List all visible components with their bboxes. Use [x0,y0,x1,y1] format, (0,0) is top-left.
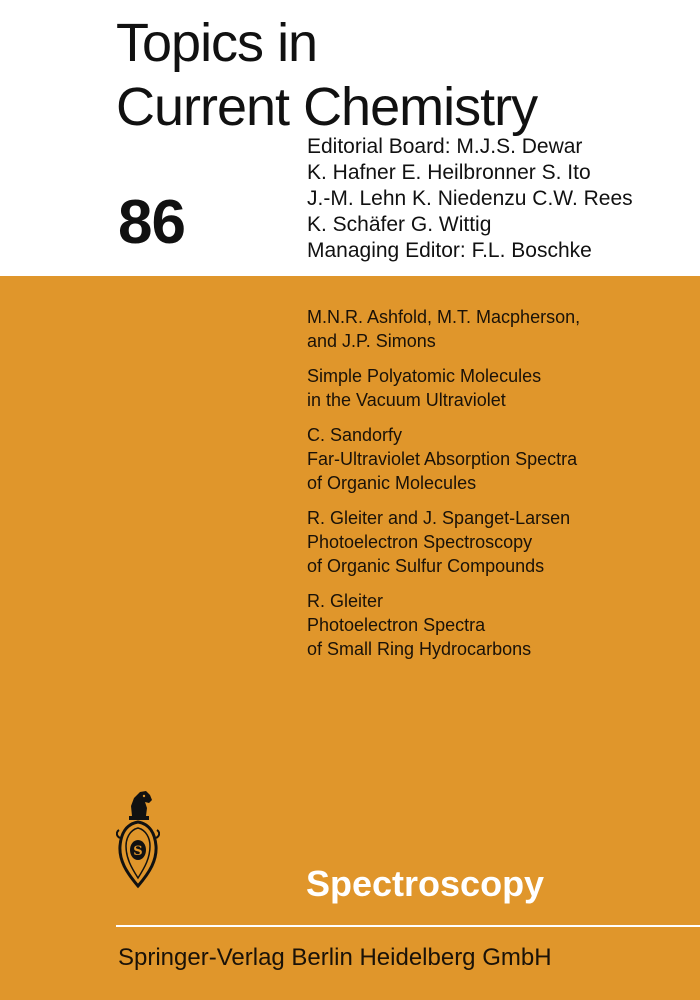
editorial-line: Managing Editor: F.L. Boschke [307,239,592,262]
table-of-contents [307,305,580,672]
editorial-board [307,134,633,264]
contents-line: R. Gleiter [307,591,384,611]
contents-entry [307,305,580,353]
volume-number: 86 [118,188,185,257]
series-title-line-1: Topics in [116,13,318,73]
contents-entry [307,589,580,661]
editorial-line: Editorial Board: M.J.S. Dewar [307,135,583,158]
contents-line: Simple Polyatomic Molecules [307,366,542,386]
contents-line: M.N.R. Ashfold, M.T. Macpherson, [307,307,581,327]
contents-line: in the Vacuum Ultraviolet [307,390,506,410]
contents-entry [307,506,580,578]
publisher-name: Springer-Verlag Berlin Heidelberg GmbH [118,944,552,971]
contents-line: of Small Ring Hydrocarbons [307,639,532,659]
editorial-line: K. Schäfer G. Wittig [307,213,492,236]
springer-knight-icon [116,788,160,892]
editorial-line: K. Hafner E. Heilbronner S. Ito [307,161,591,184]
contents-entry [307,423,580,495]
contents-line: and J.P. Simons [307,331,436,351]
contents-line: of Organic Molecules [307,473,477,493]
contents-entry [307,364,580,412]
contents-line: Photoelectron Spectroscopy [307,532,533,552]
contents-line: R. Gleiter and J. Spanget-Larsen [307,508,571,528]
cover-header [0,0,700,276]
contents-line: C. Sandorfy [307,425,403,445]
svg-text:S: S [133,844,143,859]
contents-line: Photoelectron Spectra [307,615,486,635]
series-title-line-2: Current Chemistry [116,77,538,137]
contents-line: of Organic Sulfur Compounds [307,556,545,576]
volume-subject-title: Spectroscopy [306,863,545,904]
contents-line: Far-Ultraviolet Absorption Spectra [307,449,578,469]
editorial-line: J.-M. Lehn K. Niedenzu C.W. Rees [307,187,633,210]
divider [116,925,700,927]
